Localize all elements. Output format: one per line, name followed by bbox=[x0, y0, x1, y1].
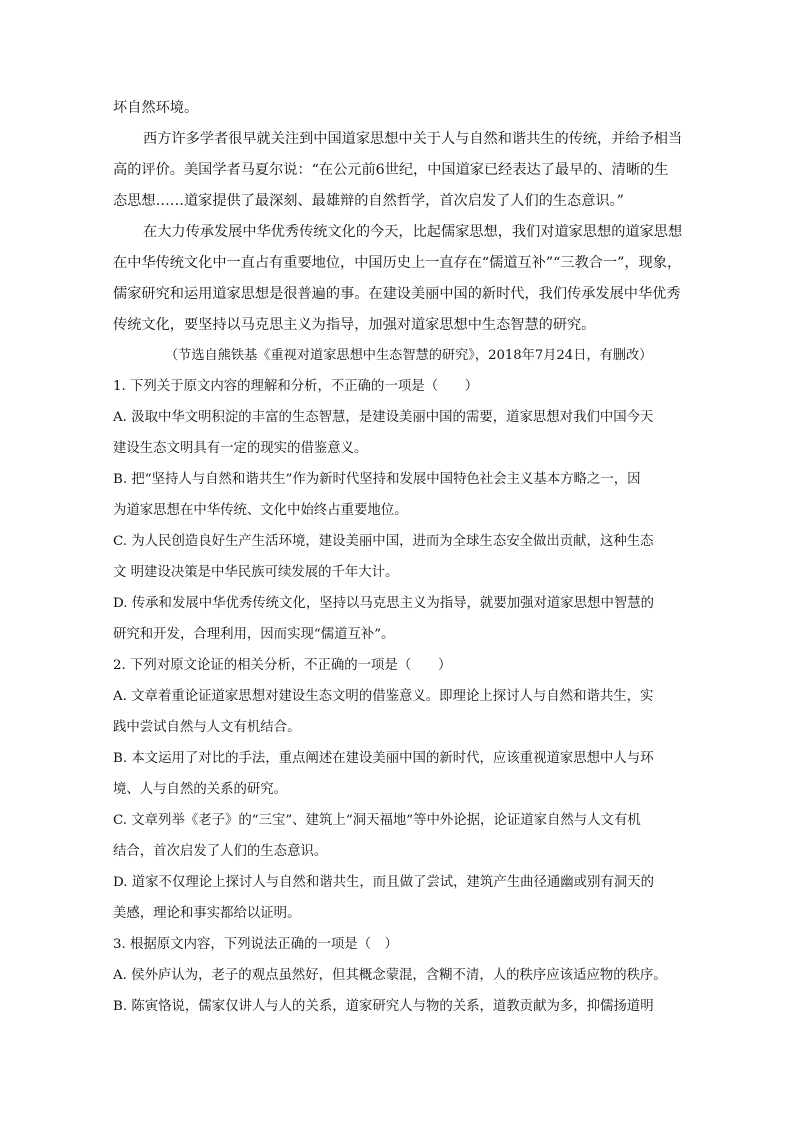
passage-line: 坏自然环境。 bbox=[113, 100, 199, 116]
question-1 bbox=[113, 379, 688, 643]
option-d-line: 研究和开发，合理利用，因而实现“儒道互补”。 bbox=[113, 627, 395, 642]
passage-line: 儒家研究和运用道家思想是很普遍的事。在建设美丽中国的新时代，我们传承发展中华优秀 bbox=[113, 286, 681, 302]
option-a-line: A. 汲取中华文明积淀的丰富的生态智慧，是建设美丽中国的需要，道家思想对我们中国今天 bbox=[113, 410, 654, 425]
option-d-line: D. 道家不仅理论上探讨人与自然和谐共生，而且做了尝试，建筑产生曲径通幽或别有洞天的 bbox=[113, 875, 655, 890]
option-b-line: 为道家思想在中华传统、文化中始终占重要地位。 bbox=[113, 503, 408, 518]
option-c-line: 结合，首次启发了人们的生态意识。 bbox=[113, 844, 328, 859]
option-b-line: B. 把“坚持人与自然和谐共生”作为新时代坚持和发展中国特色社会主义基本方略之一，因 bbox=[113, 472, 641, 487]
option-a-line: A. 侯外庐认为，老子的观点虽然好，但其概念蒙混，含糊不清，人的秩序应该适应物的秩序。 bbox=[113, 968, 667, 983]
passage-line: 在大力传承发展中华优秀传统文化的今天，比起儒家思想，我们对道家思想的道家思想 bbox=[143, 224, 683, 240]
option-b-line: 境、人与自然的关系的研究。 bbox=[113, 782, 288, 797]
document-page bbox=[113, 100, 688, 1015]
option-c-line: C. 为人民创造良好生产生活环境，建设美丽中国，进而为全球生态安全做出贡献，这种生态 bbox=[113, 534, 654, 549]
question-stem: 1. 下列关于原文内容的理解和分析，不正确的一项是（ ） bbox=[113, 379, 479, 394]
passage-line: 在中华传统文化中一直占有重要地位，中国历史上一直存在“儒道互补”“三教合一”，现象， bbox=[113, 255, 682, 271]
option-d-line: 美感，理论和事实都给以证明。 bbox=[113, 906, 301, 921]
option-a-line: 建设生态文明具有一定的现实的借鉴意义。 bbox=[113, 441, 368, 456]
option-b-line: B. 本文运用了对比的手法，重点阐述在建设美丽中国的新时代，应该重视道家思想中人与环 bbox=[113, 751, 654, 766]
source-citation: （节选自熊铁基《重视对道家思想中生态智慧的研究》，2018年7月24日，有删改） bbox=[165, 348, 653, 363]
option-a-line: 践中尝试自然与人文有机结合。 bbox=[113, 720, 301, 735]
passage-line: 态思想……道家提供了最深刻、最雄辩的自然哲学，首次启发了人们的生态意识。” bbox=[113, 193, 624, 209]
passage-line: 西方许多学者很早就关注到中国道家思想中关于人与自然和谐共生的传统，并给予相当 bbox=[143, 131, 683, 147]
question-3 bbox=[113, 937, 688, 1015]
passage-paragraph-1 bbox=[113, 131, 688, 209]
passage-line: 传统文化，要坚持以马克思主义为指导，加强对道家思想中生态智慧的研究。 bbox=[113, 317, 596, 333]
question-stem: 2. 下列对原文论证的相关分析，不正确的一项是（ ） bbox=[113, 658, 452, 673]
option-c-line: C. 文章列举《老子》的“三宝”、建筑上“洞天福地”等中外论据，论证道家自然与人文有机 bbox=[113, 813, 641, 828]
option-c-line: 文 明建设决策是中华民族可续发展的千年大计。 bbox=[113, 565, 399, 580]
passage-line: 高的评价。美国学者马夏尔说：“在公元前6世纪，中国道家已经表达了最早的、清晰的生 bbox=[113, 162, 669, 178]
passage-paragraph-0 bbox=[113, 100, 688, 116]
option-b-line: B. 陈寅恪说，儒家仅讲人与人的关系，道家研究人与物的关系，道教贡献为多，抑儒扬道明 bbox=[113, 999, 654, 1014]
question-stem: 3. 根据原文内容，下列说法正确的一项是（ ） bbox=[113, 937, 398, 952]
passage-paragraph-2 bbox=[113, 224, 688, 333]
option-a-line: A. 文章着重论证道家思想对建设生态文明的借鉴意义。即理论上探讨人与自然和谐共生，实 bbox=[113, 689, 654, 704]
option-d-line: D. 传承和发展中华优秀传统文化，坚持以马克思主义为指导，就要加强对道家思想中智慧的 bbox=[113, 596, 655, 611]
question-2 bbox=[113, 658, 688, 922]
